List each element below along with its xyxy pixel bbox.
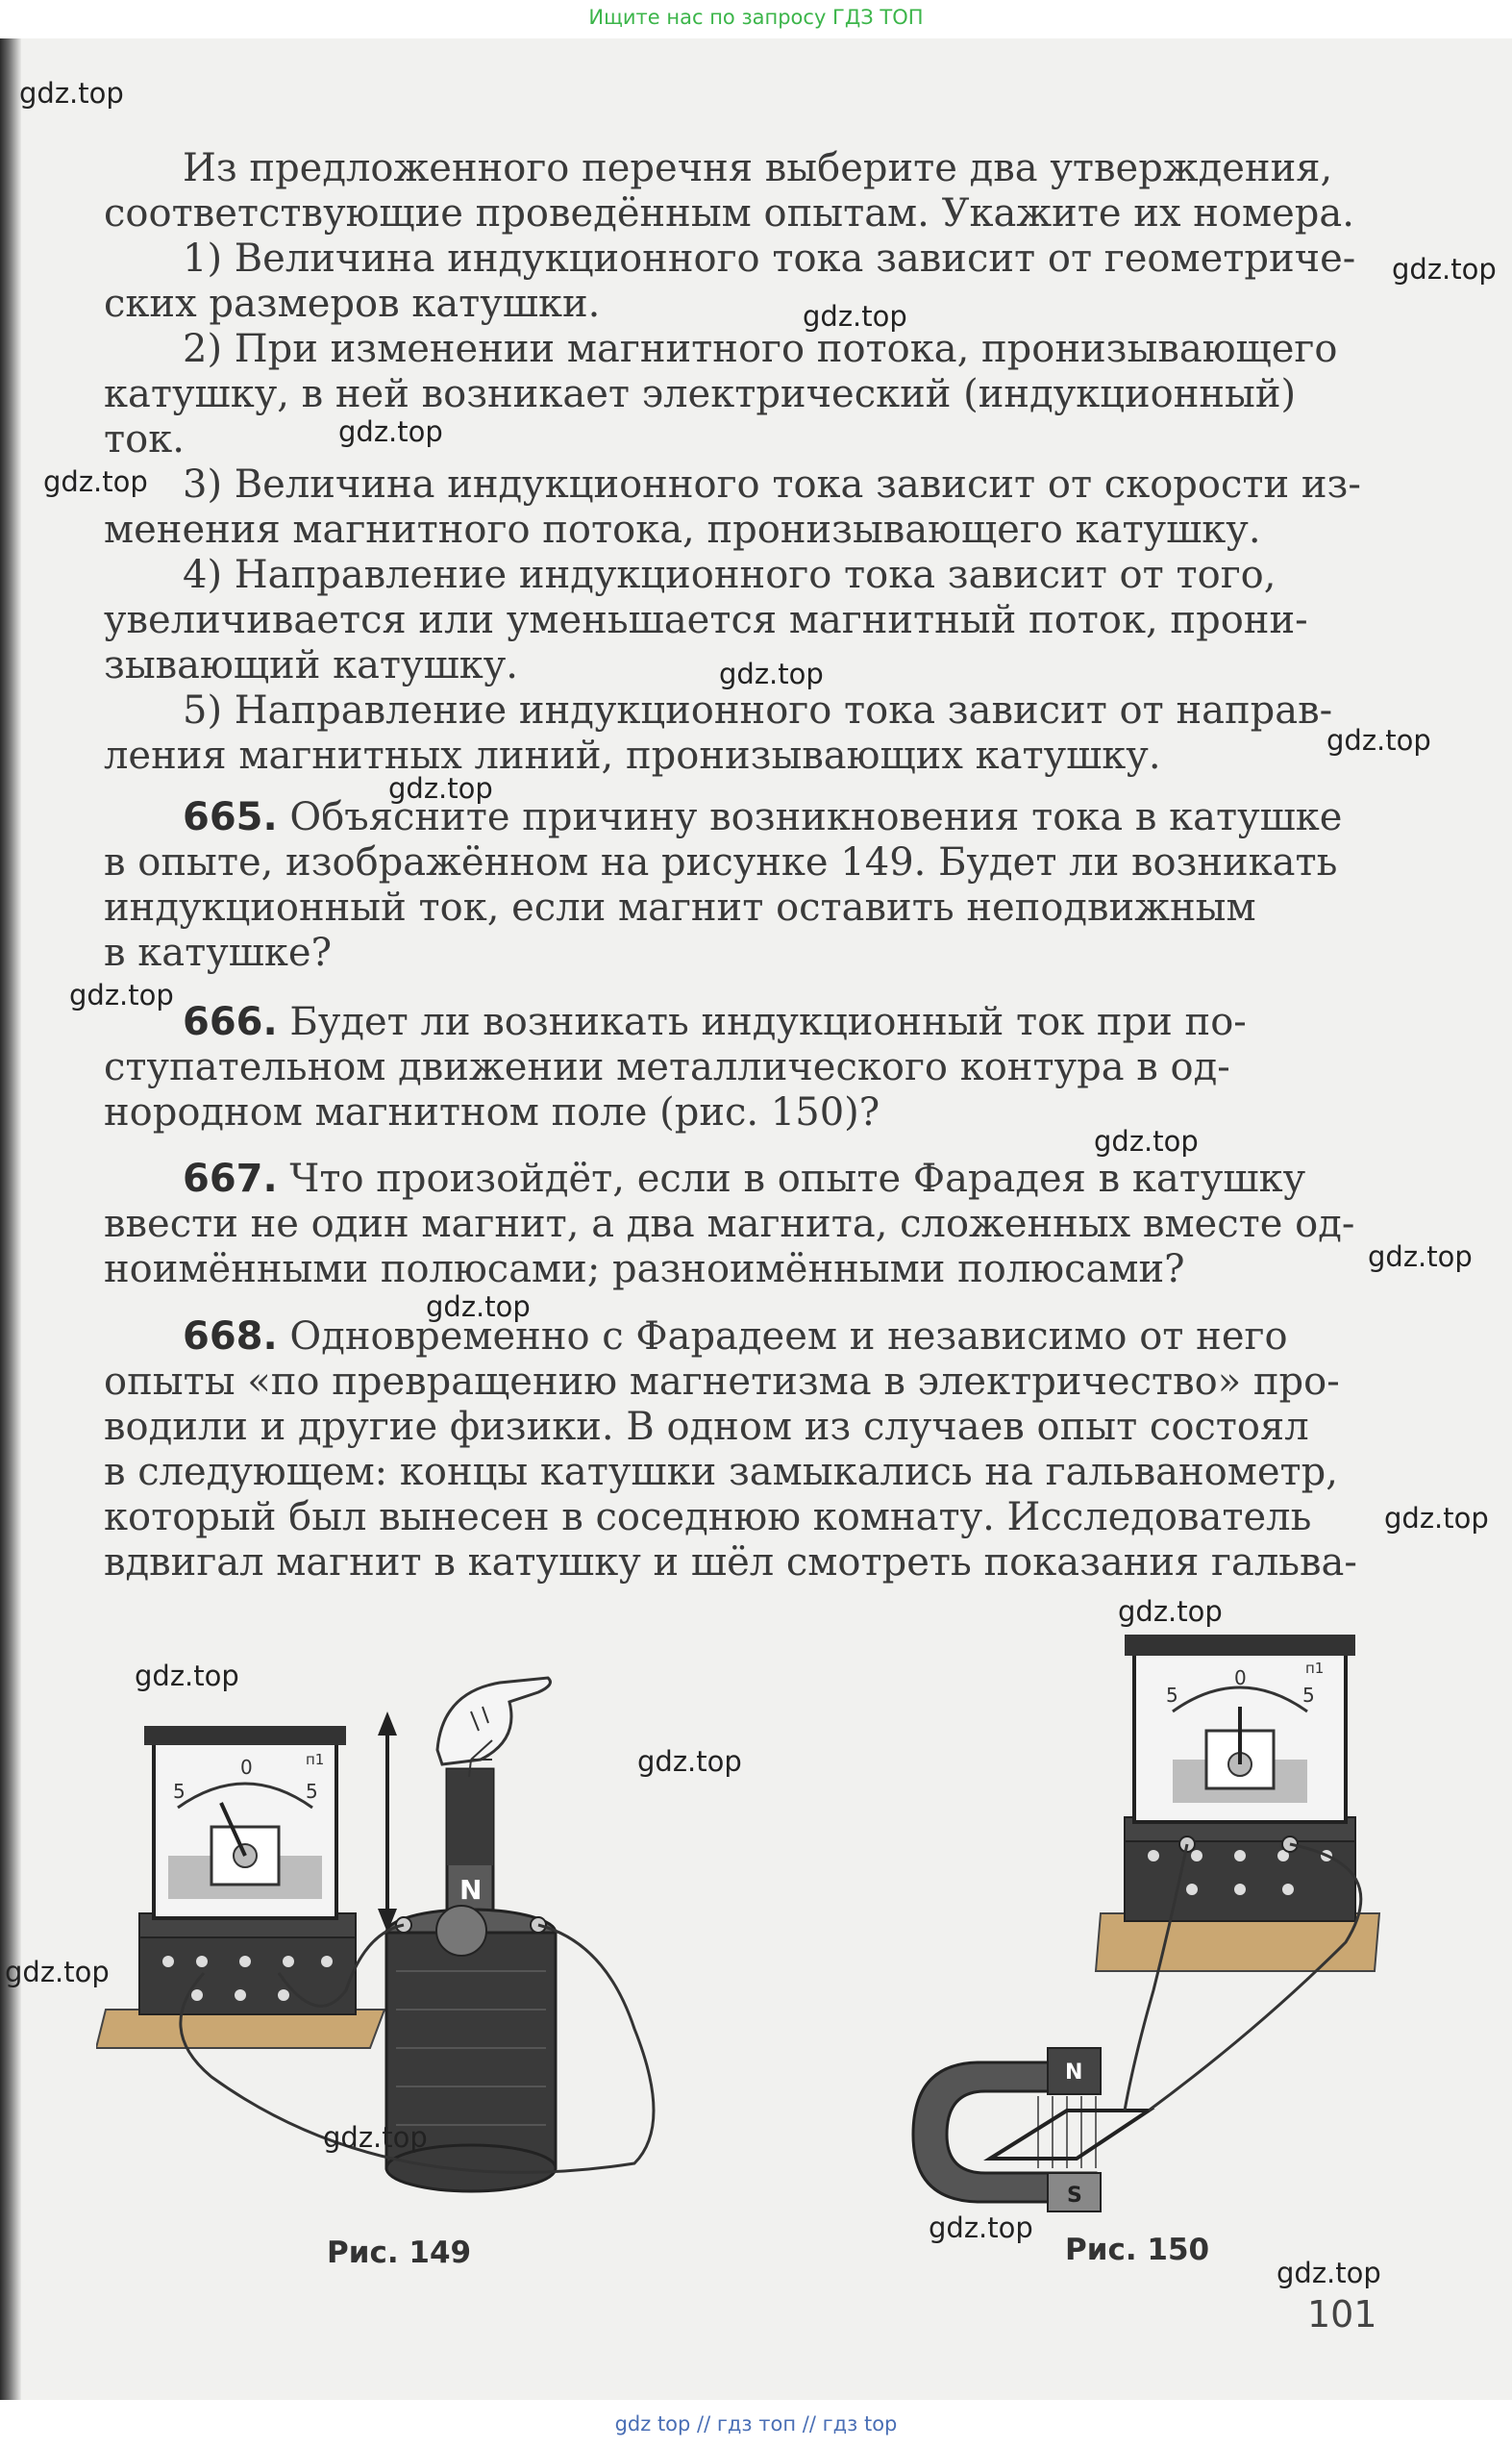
task-667 <box>104 1157 1375 1292</box>
scale-label: 5 <box>173 1780 186 1803</box>
watermark[interactable]: gdz.top <box>5 1956 110 1988</box>
option-line: 2) При изменении магнитного потока, пронизывающего <box>183 327 1338 371</box>
scale-label: 0 <box>240 1756 253 1779</box>
figure-150-caption: Рис. 150 <box>1065 2233 1210 2267</box>
task-line: нородном магнитном поле (рис. 150)? <box>104 1090 880 1135</box>
task-line: который был вынесен в соседнюю комнату. Исследователь <box>104 1495 1312 1539</box>
task-line: ввести не один магнит, а два магнита, сложенных вместе од- <box>104 1202 1355 1246</box>
option-line: увеличивается или уменьшается магнитный поток, прони- <box>104 598 1308 642</box>
scale-label: 0 <box>1234 1666 1247 1689</box>
task-line: Одновременно с Фарадеем и независимо от него <box>277 1314 1288 1359</box>
option-line: ток. <box>104 417 185 462</box>
task-number: 665. <box>183 795 278 839</box>
intro-line: Из предложенного перечня выберите два утверждения, <box>183 146 1333 190</box>
task-line: ноимёнными полюсами; разноимёнными полюсами? <box>104 1247 1185 1291</box>
page-number: 101 <box>1307 2293 1377 2336</box>
intro-line: соответствующие проведённым опытам. Укажите их номера. <box>104 191 1354 236</box>
task-line: вдвигал магнит в катушку и шёл смотреть показания гальва- <box>104 1540 1357 1585</box>
scale-label: 5 <box>1166 1684 1178 1707</box>
task-line: Что произойдёт, если в опыте Фарадея в катушку <box>277 1157 1306 1201</box>
watermark[interactable]: gdz.top <box>69 979 174 1012</box>
task-665 <box>104 795 1375 976</box>
option-line: 5) Направление индукционного тока зависит от направ- <box>183 688 1333 733</box>
watermark[interactable]: gdz.top <box>1326 724 1431 757</box>
watermark[interactable]: gdz.top <box>323 2121 428 2154</box>
task-number: 668. <box>183 1314 278 1359</box>
option-line: менения магнитного потока, пронизывающего катушку. <box>104 508 1261 552</box>
option-line: 3) Величина индукционного тока зависит от скорости из- <box>183 462 1361 507</box>
watermark[interactable]: gdz.top <box>929 2211 1033 2244</box>
task-line: Объясните причину возникновения тока в катушке <box>277 795 1343 839</box>
watermark[interactable]: gdz.top <box>1384 1502 1489 1535</box>
watermark[interactable]: gdz.top <box>1094 1125 1199 1158</box>
magnet-pole-n: N <box>1065 2061 1083 2085</box>
watermark[interactable]: gdz.top <box>1277 2257 1381 2289</box>
task-line: в катушке? <box>104 931 333 975</box>
task-line: в следующем: концы катушки замыкались на гальванометр, <box>104 1450 1338 1494</box>
meter-mark: п1 <box>1305 1660 1325 1677</box>
magnet-pole-s: S <box>1067 2184 1082 2208</box>
watermark[interactable]: gdz.top <box>43 465 148 498</box>
figure-149-caption: Рис. 149 <box>327 2236 472 2270</box>
task-line: опыты «по превращению магнетизма в электричество» про- <box>104 1360 1340 1404</box>
task-666 <box>104 1000 1375 1136</box>
task-line: водили и другие физики. В одном из случаев опыт состоял <box>104 1405 1309 1449</box>
bottom-banner[interactable]: gdz top // гдз топ // гдз top <box>0 2400 1512 2448</box>
watermark[interactable]: gdz.top <box>1368 1240 1473 1273</box>
watermark[interactable]: gdz.top <box>637 1745 742 1778</box>
option-line: зывающий катушку. <box>104 643 519 687</box>
task-number: 667. <box>183 1157 278 1201</box>
option-line: ления магнитных линий, пронизывающих катушку. <box>104 734 1161 778</box>
figure-150 <box>894 1625 1394 2221</box>
task-line: Будет ли возникать индукционный ток при по- <box>277 1000 1247 1044</box>
watermark[interactable]: gdz.top <box>388 772 493 805</box>
watermark[interactable]: gdz.top <box>338 415 443 448</box>
magnet-pole-n: N <box>459 1874 483 1906</box>
task-line: в опыте, изображённом на рисунке 149. Будет ли возникать <box>104 840 1338 885</box>
scale-label: 5 <box>306 1780 318 1803</box>
option-line: ских размеров катушки. <box>104 282 601 326</box>
task-number: 666. <box>183 1000 278 1044</box>
task-line: ступательном движении металлического контура в од- <box>104 1045 1230 1089</box>
watermark[interactable]: gdz.top <box>1392 253 1497 286</box>
scale-label: 5 <box>1302 1684 1315 1707</box>
watermark[interactable]: gdz.top <box>719 658 824 690</box>
page-binding-edge <box>0 38 21 2400</box>
option-line: катушку, в ней возникает электрический (индукционный) <box>104 372 1297 416</box>
watermark[interactable]: gdz.top <box>1118 1595 1223 1628</box>
task-668 <box>104 1314 1375 1586</box>
watermark[interactable]: gdz.top <box>803 300 907 333</box>
watermark[interactable]: gdz.top <box>19 77 124 110</box>
option-line: 4) Направление индукционного тока зависит от того, <box>183 553 1277 597</box>
option-line: 1) Величина индукционного тока зависит от геометриче- <box>183 237 1356 281</box>
watermark[interactable]: gdz.top <box>426 1290 531 1323</box>
meter-mark: п1 <box>306 1751 325 1768</box>
watermark[interactable]: gdz.top <box>135 1660 239 1692</box>
task-line: индукционный ток, если магнит оставить неподвижным <box>104 886 1256 930</box>
top-banner[interactable]: Ищите нас по запросу ГДЗ ТОП <box>0 0 1512 38</box>
